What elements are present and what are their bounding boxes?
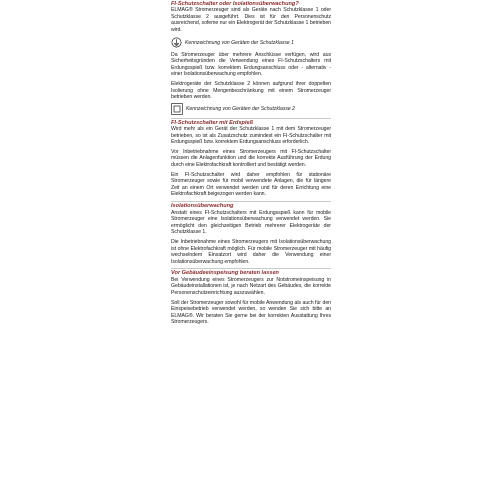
protection-class-2-icon: [171, 103, 183, 115]
section-heading-fi: FI-Schutzschalter mit Erdspieß: [171, 118, 331, 126]
feed-in-paragraph-1: Bei Verwendung eines Stromerzeugers zur Notstromeinspeisung in Gebäudeinstallationen ist, je nach Netzart des Gebäudes, die korrekte Personenschutzeinrichtung auszuwählen.: [171, 276, 331, 296]
fi-paragraph-1: Wird mehr als ein Gerät der Schutzklasse 1 mit dem Stromerzeuger betrieben, so ist als Zusatzschutz zumindest ein FI-Schutzschalter mit Erdungsspieß bzw. korrektem Erdungsanschluss erforderlich.: [171, 126, 331, 146]
protection-class-1-caption: Kennzeichnung von Geräten der Schutzklasse 1: [185, 39, 295, 46]
protection-class-1-row: [171, 37, 331, 49]
section-heading-feed-in: Vor Gebäudeeinspeisung beraten lassen: [171, 268, 331, 276]
iso-paragraph-1: Anstatt eines FI-Schutzschalters mit Erdungsspieß kann für mobile Stromerzeuger eine Isolationsüberwachung verwendet werden. Sie ermöglicht den gleichzeitigen Betrieb mehrerer Elektrogeräte der Schutzklasse 1.: [171, 209, 331, 236]
iso-paragraph-2: Die Inbetriebnahme eines Stromerzeugers mit Isolationsüberwachung ist ohne Elektrofachkraft möglich. Für mobile Stromerzeuger mit häufig wechselndem Einsatzort wird daher die Verwendung einer Isolationsüberwachung empfohlen.: [171, 239, 331, 265]
section-heading-fi-or-iso: FI-Schutzschalter oder Isolationsüberwachung?: [171, 1, 299, 7]
protection-class-2-caption: Kennzeichnung von Geräten der Schutzklasse 2: [186, 105, 296, 112]
section-heading-iso: Isolationsüberwachung: [171, 201, 331, 209]
protection-class-2-row: [171, 103, 331, 115]
class-2-paragraph: Elektrogeräte der Schutzklasse 2 können aufgrund ihrer doppelten Isolierung ohne Mengenbeschränkung mit einem Stromerzeuger betrieben werden.: [171, 81, 331, 101]
class-1-paragraph: Da Stromerzeuger über mehrere Anschlüsse verfügen, wird aus Sicherheitsgründen die Verwendung eines FI-Schutzschalters mit Erdungsspieß bzw. korrektem Erdungsanschluss oder - alternativ - einer Isolationsüberwachung empfohlen.: [171, 51, 331, 78]
fi-paragraph-3: Ein FI-Schutzschalter wird daher empfohlen für stationäre Stromerzeuger sowie für mobil verwendete Anlagen, die für längere Zeit an einem Ort verwendet werden und für deren Errichtung eine Elektrofachkraft beigezogen werden kann.: [171, 171, 331, 198]
fi-paragraph-2: Vor Inbetriebnahme eines Stromerzeugers mit FI-Schutzschalter müssen die Anlagenfunktion und die korrekte Ausführung der Erdung durch eine Elektrofachkraft kontrolliert und bestätigt werden.: [171, 148, 331, 168]
protection-class-1-icon: [171, 37, 182, 48]
intro-paragraph: ELMAG® Stromerzeuger sind als Geräte nach Schutzklasse 1 oder Schutzklasse 2 ausgeführt. Dies ist für den Personenschutz ausreichend, sofeme nur ein Elektrogerät der Schutzklasse 1 betrieben wird.: [171, 7, 331, 33]
text-column: [171, 1, 331, 326]
feed-in-paragraph-2: Soll der Stromerzeuger sowohl für mobile Anwendung als auch für den Einspeisebetrieb verwendet werden, so wenden Sie sich bitte an ELMAG®. Wir beraten Sie gerne bei der korrekten Ausstattung Ihres Stromerzeugers.: [171, 299, 331, 326]
